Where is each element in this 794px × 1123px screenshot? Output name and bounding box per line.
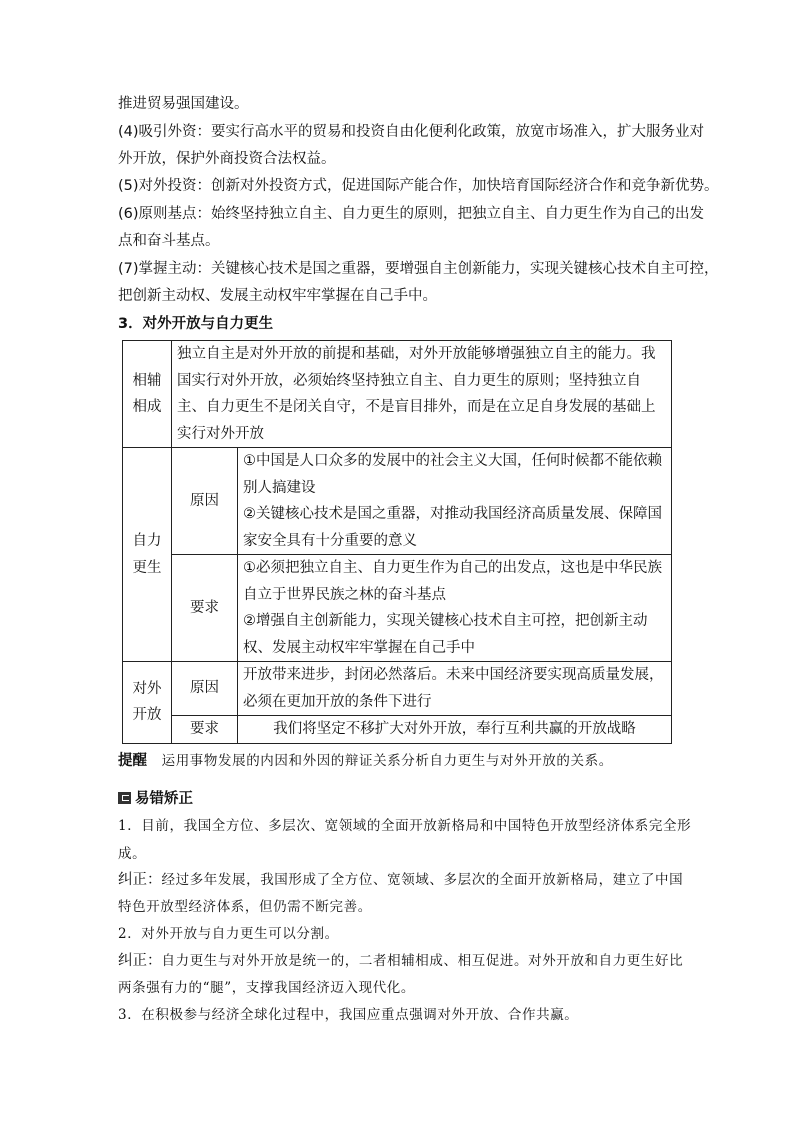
question-line: 3．在积极参与经济全球化过程中，我国应重点强调对外开放、合作共赢。 (118, 1007, 579, 1023)
table-cell (238, 448, 672, 555)
correction-heading: 易错矫正 (118, 788, 193, 810)
body-line: 推进贸易强国建设。 (118, 96, 249, 112)
sub-label: 要求 (172, 555, 238, 662)
body-line: 外开放，保护外商投资合法权益。 (118, 151, 336, 167)
sub-label: 原因 (172, 662, 238, 716)
table-row (123, 448, 672, 555)
body-line: 把创新主动权、发展主动权牢牢掌握在自己手中。 (118, 288, 437, 304)
table-cell: 独立自主是对外开放的前提和基础，对外开放能够增强独立自主的能力。我国实行对外开放，必须始终坚持独立自主、自力更生的原则；坚持独立自主、自力更生不是闭关自守，不是盲目排外，而是在立足自身发展的基础上实行对外开放 (172, 341, 672, 448)
table-row (123, 716, 672, 744)
cell-line: ①必须把独立自主、自力更生作为自己的出发点，这也是中华民族自立于世界民族之林的奋斗基点 (243, 560, 662, 603)
row-label: 自力更生 (123, 448, 172, 662)
row-label: 相辅相成 (123, 341, 172, 448)
table-row (123, 341, 672, 448)
question-line: 1．目前，我国全方位、多层次、宽领域的全面开放新格局和中国特色开放型经济体系完全形 (118, 818, 692, 834)
body-line: 点和奋斗基点。 (118, 233, 220, 249)
tip-line (118, 750, 613, 772)
comparison-table (122, 340, 672, 744)
sub-label: 要求 (172, 716, 238, 744)
answer-label: 纠正： (118, 872, 162, 888)
answer-line: 特色开放型经济体系，但仍需不断完善。 (118, 899, 372, 915)
error-correction-icon (118, 792, 131, 804)
sub-label: 原因 (172, 448, 238, 555)
table-row (123, 555, 672, 662)
cell-line: ②关键核心技术是国之重器，对推动我国经济高质量发展、保障国家安全具有十分重要的意义 (243, 506, 662, 549)
answer-label: 纠正： (118, 953, 162, 969)
tip-label: 提醒 (118, 753, 147, 769)
answer-line: 两条强有力的“腿”，支撑我国经济迈入现代化。 (118, 980, 416, 996)
table-cell: 我们将坚定不移扩大对外开放，奉行互利共赢的开放战略 (238, 716, 672, 744)
table-cell (238, 555, 672, 662)
table-cell: 开放带来进步，封闭必然落后。未来中国经济要实现高质量发展，必须在更加开放的条件下进行 (238, 662, 672, 716)
body-line: (5)对外投资：创新对外投资方式，促进国际产能合作，加快培育国际经济合作和竞争新优势。 (118, 178, 719, 194)
body-line: (4)吸引外资：要实行高水平的贸易和投资自由化便利化政策，放宽市场准入，扩大服务业对 (118, 124, 705, 140)
answer-line: 纠正：经过多年发展，我国形成了全方位、宽领域、多层次的全面开放新格局，建立了中国 (118, 872, 684, 888)
table-row (123, 662, 672, 716)
cell-line: ②增强自主创新能力，实现关键核心技术自主可控，把创新主动权、发展主动权牢牢掌握在自己手中 (243, 613, 648, 656)
row-label: 对外开放 (123, 662, 172, 744)
body-line: (7)掌握主动：关键核心技术是国之重器，要增强自主创新能力，实现关键核心技术自主可控， (118, 261, 719, 277)
question-line: 2．对外开放与自力更生可以分割。 (118, 926, 339, 942)
body-line: (6)原则基点：始终坚持独立自主、自力更生的原则，把独立自主、自力更生作为自己的出发 (118, 206, 705, 222)
answer-line: 纠正：自力更生与对外开放是统一的，二者相辅相成、相互促进。对外开放和自力更生好比 (118, 953, 684, 969)
question-line: 成。 (118, 846, 147, 862)
section-title: 3．对外开放与自力更生 (118, 316, 274, 332)
cell-line: ①中国是人口众多的发展中的社会主义大国，任何时候都不能依赖别人搞建设 (243, 453, 662, 496)
tip-text: 运用事物发展的内因和外因的辩证关系分析自力更生与对外开放的关系。 (161, 753, 613, 769)
